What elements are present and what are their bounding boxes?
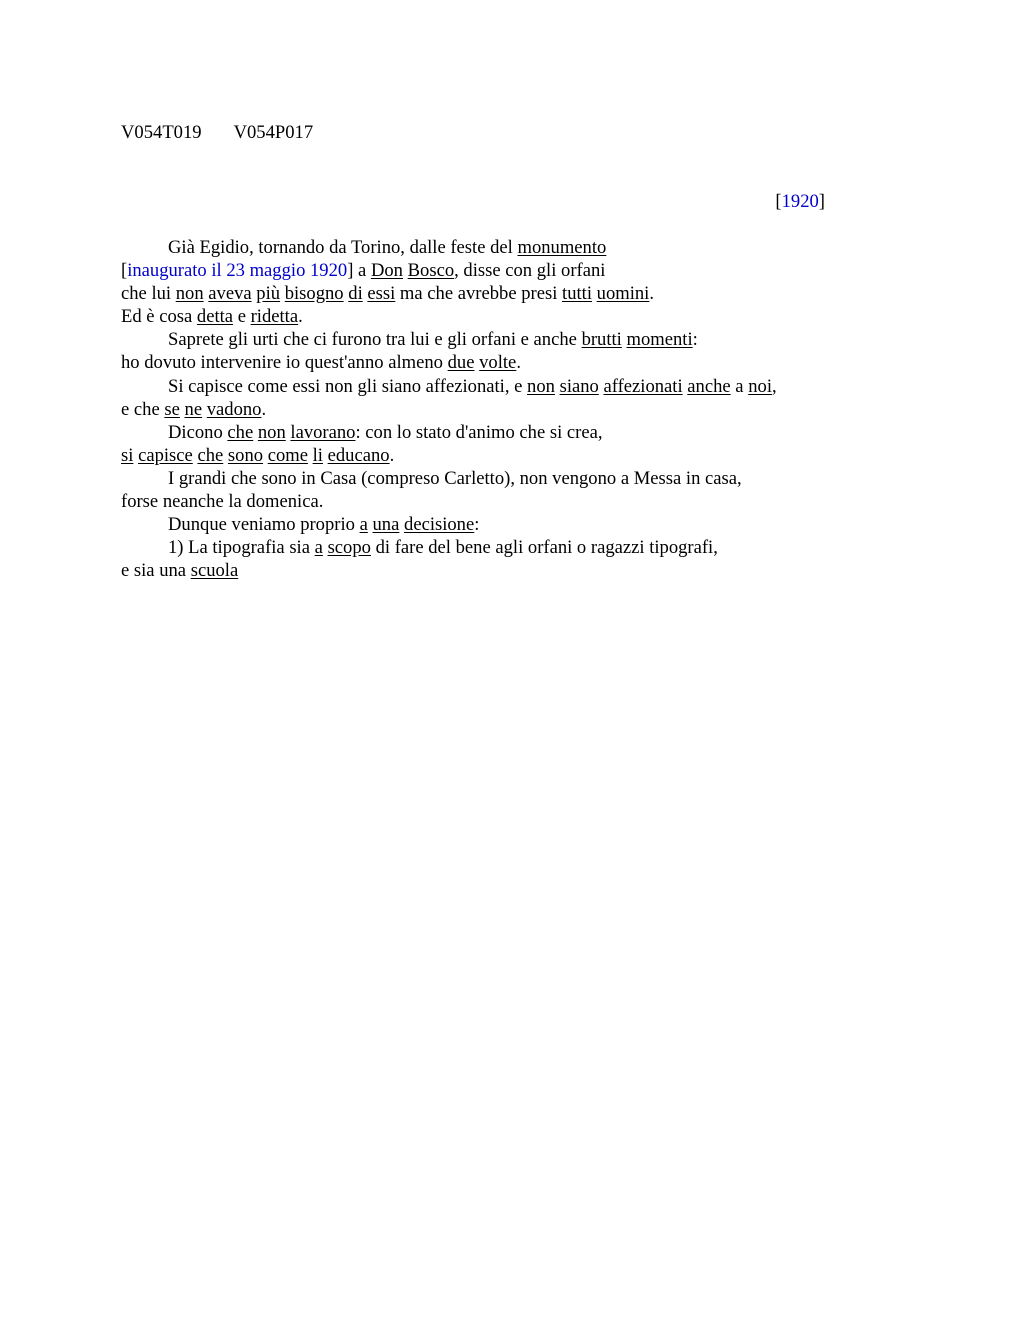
underlined-word: ne xyxy=(184,398,203,420)
text-segment: Ed è cosa xyxy=(121,306,197,328)
underlined-word: bisogno xyxy=(284,283,344,305)
underlined-word: aveva xyxy=(208,283,252,305)
underlined-word: sono xyxy=(227,444,264,466)
text-segment: che lui xyxy=(121,283,176,305)
text-segment: e sia una xyxy=(121,560,191,582)
text-segment: e che xyxy=(121,398,165,420)
text-line xyxy=(121,421,881,444)
page-code: V054P017 xyxy=(233,122,314,143)
text-line xyxy=(121,375,881,398)
text-segment: I grandi che sono in Casa (compreso Carletto), non vengono a Messa in casa, xyxy=(168,467,742,489)
text-segment: : xyxy=(692,329,698,351)
text-segment: : con lo stato d'animo che si crea, xyxy=(355,421,603,443)
text-segment: . xyxy=(516,352,521,374)
underlined-word: ridetta xyxy=(250,306,299,328)
text-line xyxy=(121,351,881,374)
underlined-word: non xyxy=(257,421,286,443)
underlined-word: come xyxy=(267,444,308,466)
underlined-word: anche xyxy=(687,375,731,397)
underlined-word: Don xyxy=(370,260,403,282)
underlined-word: tutti xyxy=(562,283,592,305)
text-segment: . xyxy=(649,283,654,305)
text-line xyxy=(121,536,881,559)
text-segment: forse neanche la domenica. xyxy=(121,491,324,513)
text-segment: Dunque veniamo proprio xyxy=(168,514,360,536)
underlined-word: non xyxy=(175,283,204,305)
underlined-word: brutti xyxy=(581,329,622,351)
underlined-word: essi xyxy=(367,283,396,305)
underlined-word: noi xyxy=(748,375,772,397)
underlined-word: decisione xyxy=(404,514,475,536)
text-segment: . xyxy=(298,306,303,328)
underlined-word: a xyxy=(359,514,368,536)
underlined-word: si xyxy=(121,444,134,466)
underlined-word: monumento xyxy=(517,237,607,258)
text-segment: 1) La tipografia sia xyxy=(168,537,315,559)
document-header xyxy=(121,121,313,144)
text-line xyxy=(121,282,881,305)
underlined-word: scuola xyxy=(190,560,239,582)
underlined-word: che xyxy=(227,421,254,443)
underlined-word: più xyxy=(256,283,281,305)
year-link[interactable]: 1920 xyxy=(781,191,819,212)
text-line xyxy=(121,490,881,513)
text-segment: [ xyxy=(121,260,128,282)
underlined-word: una xyxy=(372,514,400,536)
underlined-word: momenti xyxy=(626,329,693,351)
underlined-word: non xyxy=(527,375,555,397)
text-segment: ma che avrebbe presi xyxy=(395,283,563,305)
underlined-word: due xyxy=(447,352,475,374)
text-segment: e xyxy=(233,306,251,328)
text-line xyxy=(121,398,881,421)
underlined-word: Bosco xyxy=(407,260,455,282)
document-body xyxy=(121,236,881,582)
text-line xyxy=(121,513,881,536)
inline-reference-link[interactable]: inaugurato il 23 maggio 1920 xyxy=(127,260,348,282)
underlined-word: affezionati xyxy=(603,375,683,397)
text-line xyxy=(121,559,881,582)
text-segment: , disse con gli orfani xyxy=(454,260,606,282)
underlined-word: di xyxy=(348,283,363,305)
document-code: V054T019 xyxy=(121,122,202,143)
underlined-word: se xyxy=(164,398,180,420)
text-segment: Saprete gli urti che ci furono tra lui e gli orfani e anche xyxy=(168,329,582,351)
underlined-word: capisce xyxy=(138,444,193,466)
underlined-word: lavorano xyxy=(290,421,356,443)
text-segment: ho dovuto intervenire io quest'anno almeno xyxy=(121,352,448,374)
underlined-word: scopo xyxy=(327,537,371,559)
text-segment: . xyxy=(261,398,267,420)
text-segment: : xyxy=(474,514,480,536)
text-segment: , xyxy=(771,375,777,397)
text-segment: Già Egidio, tornando da Torino, dalle feste del xyxy=(168,237,518,258)
text-segment: Si capisce come essi non gli siano affezionati, e xyxy=(168,375,528,397)
underlined-word: li xyxy=(312,444,323,466)
text-segment: ] a xyxy=(347,260,371,282)
text-segment: di fare del bene agli orfani o ragazzi tipografi, xyxy=(370,537,718,559)
underlined-word: vadono xyxy=(206,398,262,420)
underlined-word: uomini xyxy=(596,283,650,305)
underlined-word: volte xyxy=(479,352,517,374)
text-line xyxy=(121,467,881,490)
text-line xyxy=(121,328,881,351)
underlined-word: detta xyxy=(196,306,234,328)
underlined-word: che xyxy=(197,444,224,466)
text-line xyxy=(121,236,881,259)
text-segment: Dicono xyxy=(168,421,228,443)
text-line xyxy=(121,305,881,328)
text-segment: . xyxy=(389,444,395,466)
underlined-word: siano xyxy=(559,375,599,397)
underlined-word: educano xyxy=(327,444,390,466)
text-line xyxy=(121,259,881,282)
text-line xyxy=(121,444,881,467)
text-segment: a xyxy=(730,375,749,397)
year-reference: [1920] xyxy=(775,191,825,212)
underlined-word: a xyxy=(314,537,323,559)
